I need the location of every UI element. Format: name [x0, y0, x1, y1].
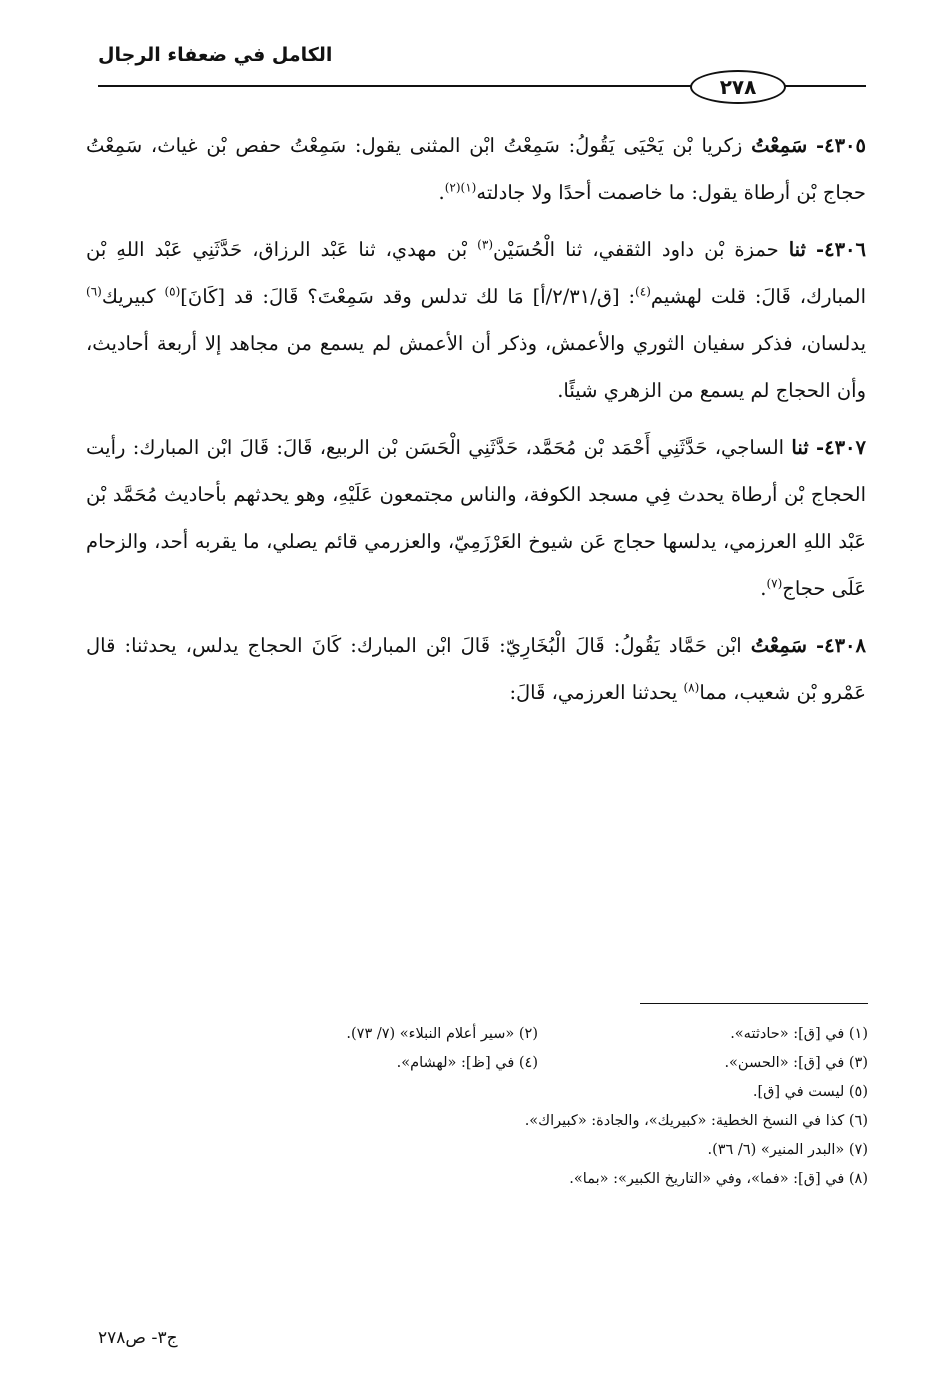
footnote-4: (٤) في [ظ]: «لهشام». — [396, 1055, 538, 1071]
footnote-5: (٥) ليست في [ق]. — [752, 1084, 868, 1100]
entry-4307 — [86, 424, 866, 612]
entry-text: الساجي، حَدَّثَنِي أَحْمَد بْن مُحَمَّد، حَدَّثَنِي الْحَسَن بْن الربيع، قَالَ: قَالَ ابْن المبارك: رأيت الحجاج بْن أرطاة يحدث فِي مسجد الكوفة، والناس مجتمعون عَلَيْهِ، وهو يحدثهم بأحاديث مُحَمَّد بْن عَبْد اللهِ العرزمي، يدلسها حجاج عَن شيوخ العَرْزَمِيّ، والعزرمي قائم يصلي، ما يقربه أحد، والزحام عَلَى حجاج — [86, 436, 866, 600]
entry-text: زكريا بْن يَحْيَى يَقُولُ: سَمِعْتُ ابْن المثنى يقول: سَمِعْتُ حفص بْن غياث، سَمِعْتُ حجاج بْن أرطاة يقول: ما خاصمت أحدًا ولا جادلته — [86, 134, 866, 204]
entry-keyword: ثنا — [788, 238, 806, 261]
footnote-row — [88, 1049, 868, 1078]
footnote-2: (٢) «سير أعلام النبلاء» (٧/ ٧٣). — [346, 1026, 538, 1042]
entry-text: يدلسان، فذكر سفيان الثوري والأعمش، وذكر أن الأعمش لم يسمع من مجاهد إلا أربعة أحاديث، وأن الحجاج لم يسمع من الزهري شيئًا. — [86, 332, 866, 402]
entry-text: يحدثنا العرزمي، قَالَ: — [509, 681, 678, 704]
footnote-7: (٧) «البدر المنير» (٦/ ٣٦). — [707, 1142, 868, 1158]
entry-text: حمزة بْن داود الثقفي، ثنا الْحُسَيْن — [493, 238, 779, 261]
footnote-ref: (٦) — [86, 284, 102, 299]
footnote-3: (٣) في [ق]: «الحسن». — [724, 1055, 868, 1071]
footnote-ref: (٥) — [164, 284, 181, 299]
footnotes — [88, 1020, 868, 1194]
footnote-ref: (٣) — [477, 237, 493, 252]
entry-keyword: سَمِعْتُ — [751, 134, 808, 157]
running-title: الكامل في ضعفاء الرجال — [98, 44, 333, 66]
entry-number: ٤٣٠٧- — [816, 436, 867, 459]
entry-tail: . — [438, 181, 445, 204]
entry-4308 — [86, 622, 866, 716]
entry-text: كبيريك — [101, 285, 156, 308]
entry-number: ٤٣٠٥- — [816, 134, 867, 157]
entry-keyword: ثنا — [791, 436, 809, 459]
entry-tail: . — [760, 577, 767, 600]
volume-page-reference: ج٣- ص٢٧٨ — [98, 1328, 178, 1348]
main-text — [86, 122, 866, 726]
footnote-ref: (٨) — [683, 680, 700, 695]
footnote-ref: (٧) — [766, 576, 783, 591]
footnote-ref: (١)(٢) — [444, 180, 477, 195]
page-number: ٢٧٨ — [690, 70, 786, 104]
footnote-8: (٨) في [ق]: «فما»، وفي «التاريخ الكبير»: «بما». — [569, 1171, 868, 1187]
entry-number: ٤٣٠٨- — [816, 634, 867, 657]
entry-text: ابْن حَمَّاد يَقُولُ: قَالَ الْبُخَارِيّ: قَالَ ابْن المبارك: كَانَ الحجاج يدلس، يحدثنا: قال عَمْرو بْن شعيب، مما — [86, 634, 866, 704]
entry-keyword: سَمِعْتُ — [750, 634, 807, 657]
footnote-6: (٦) كذا في النسخ الخطية: «كبيريك»، والجادة: «كبيراك». — [524, 1113, 868, 1129]
entry-text: بْن مهدي، ثنا عَبْد الرزاق، حَدَّثَنِي عَبْد اللهِ بْن المبارك، قَالَ: قلت لهشيم — [86, 238, 866, 308]
footnote-ref: (٤) — [635, 284, 651, 299]
footnote-separator — [640, 1003, 868, 1004]
footnote-1: (١) في [ق]: «حادثته». — [730, 1026, 868, 1042]
entry-number: ٤٣٠٦- — [816, 238, 866, 261]
header-rule-ornament — [664, 85, 690, 87]
entry-4305 — [86, 122, 866, 216]
entry-4306 — [86, 226, 866, 414]
entry-text: : [ق/٢/٣١/أ] مَا لك تدلس وقد سَمِعْتَ؟ قَالَ: قد [كَانَ] — [180, 285, 636, 308]
footnote-row — [88, 1020, 868, 1049]
